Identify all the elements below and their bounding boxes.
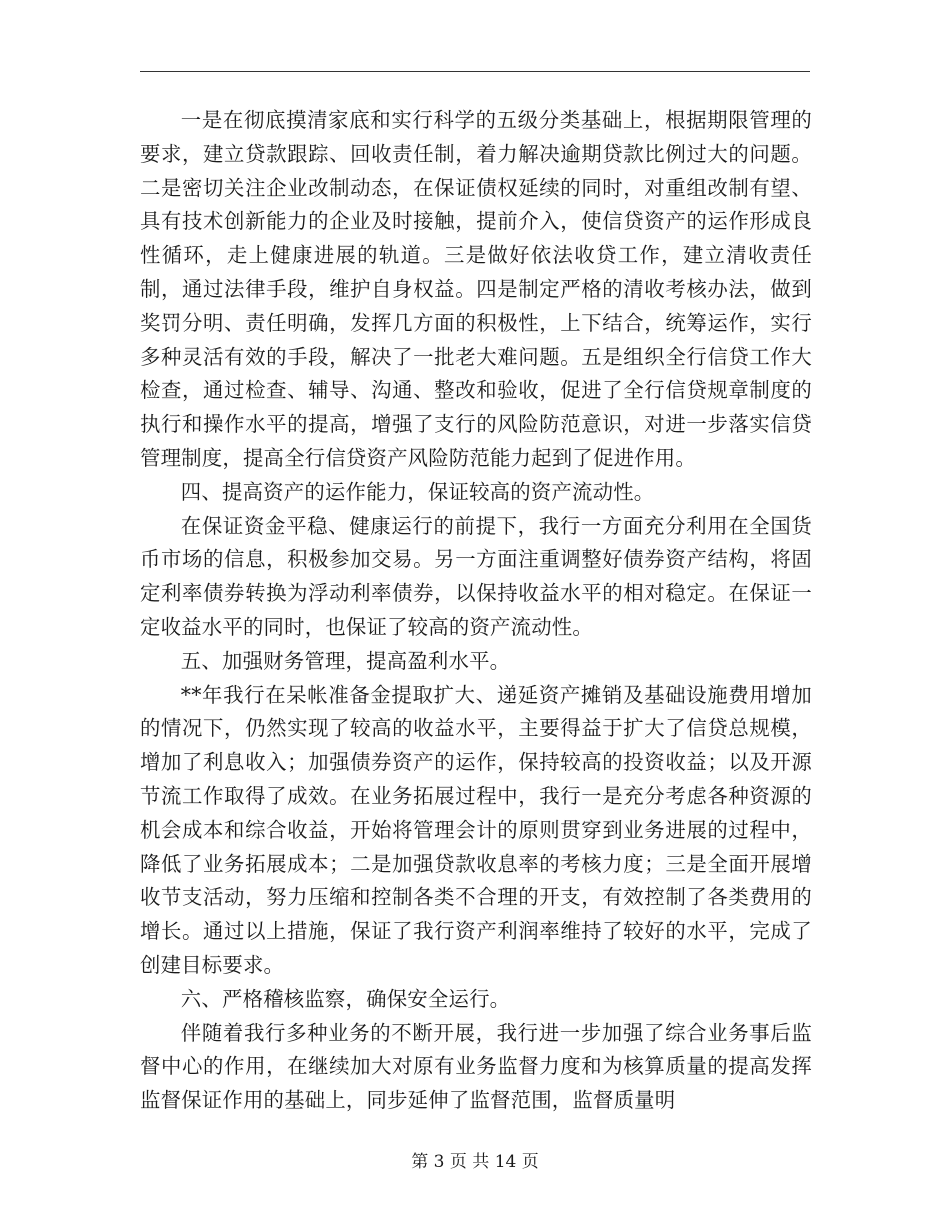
paragraph-loan-measures: 一是在彻底摸清家底和实行科学的五级分类基础上，根据期限管理的要求，建立贷款跟踪、回收责任制，着力解决逾期贷款比例过大的问题。二是密切关注企业改制动态，在保证债权延续的同时，对重组改制有望、具有技术创新能力的企业及时接触，提前介入，使信贷资产的运作形成良性循环，走上健康进展的轨道。三是做好依法收贷工作，建立清收责任制，通过法律手段，维护自身权益。四是制定严格的清收考核办法，做到奖罚分明、责任明确，发挥几方面的积极性，上下结合，统筹运作，实行多种灵活有效的手段，解决了一批老大难问题。五是组织全行信贷工作大检查，通过检查、辅导、沟通、整改和验收，促进了全行信贷规章制度的执行和操作水平的提高，增强了支行的风险防范意识，对进一步落实信贷管理制度，提高全行信贷资产风险防范能力起到了促进作用。	[140, 108, 812, 470]
paragraph-financial-management: **年我行在呆帐准备金提取扩大、递延资产摊销及基础设施费用增加的情况下，仍然实现了较高的收益水平，主要得益于扩大了信贷总规模，增加了利息收入；加强债券资产的运作，保持较高的投资收益；以及开源节流工作取得了成效。在业务拓展过程中，我行一是充分考虑各种资源的机会成本和综合收益，开始将管理会计的原则贯穿到业务进展的过程中，降低了业务拓展成本；二是加强贷款收息率的考核力度；三是全面开展增收节支活动，努力压缩和控制各类不合理的开支，有效控制了各类费用的增长。通过以上措施，保证了我行资产利润率维持了较好的水平，完成了创建目标要求。	[140, 682, 812, 977]
heading-section-four: 四、提高资产的运作能力，保证较高的资产流动性。	[180, 479, 655, 504]
heading-section-five: 五、加强财务管理，提高盈利水平。	[180, 648, 511, 673]
paragraph-asset-liquidity: 在保证资金平稳、健康运行的前提下，我行一方面充分利用在全国货币市场的信息，积极参加交易。另一方面注重调整好债券资产结构，将固定利率债券转换为浮动利率债券，以保持收益水平的相对稳定。在保证一定收益水平的同时，也保证了较高的资产流动性。	[140, 513, 812, 639]
page-number: 第 3 页 共 14 页	[411, 1152, 539, 1172]
document-body	[140, 104, 812, 1118]
heading-section-six: 六、严格稽核监察，确保安全运行。	[180, 986, 511, 1011]
header-rule	[140, 71, 810, 72]
paragraph-audit-supervision: 伴随着我行多种业务的不断开展，我行进一步加强了综合业务事后监督中心的作用，在继续加大对原有业务监督力度和为核算质量的提高发挥监督保证作用的基础上，同步延伸了监督范围，监督质量明	[140, 1020, 812, 1113]
